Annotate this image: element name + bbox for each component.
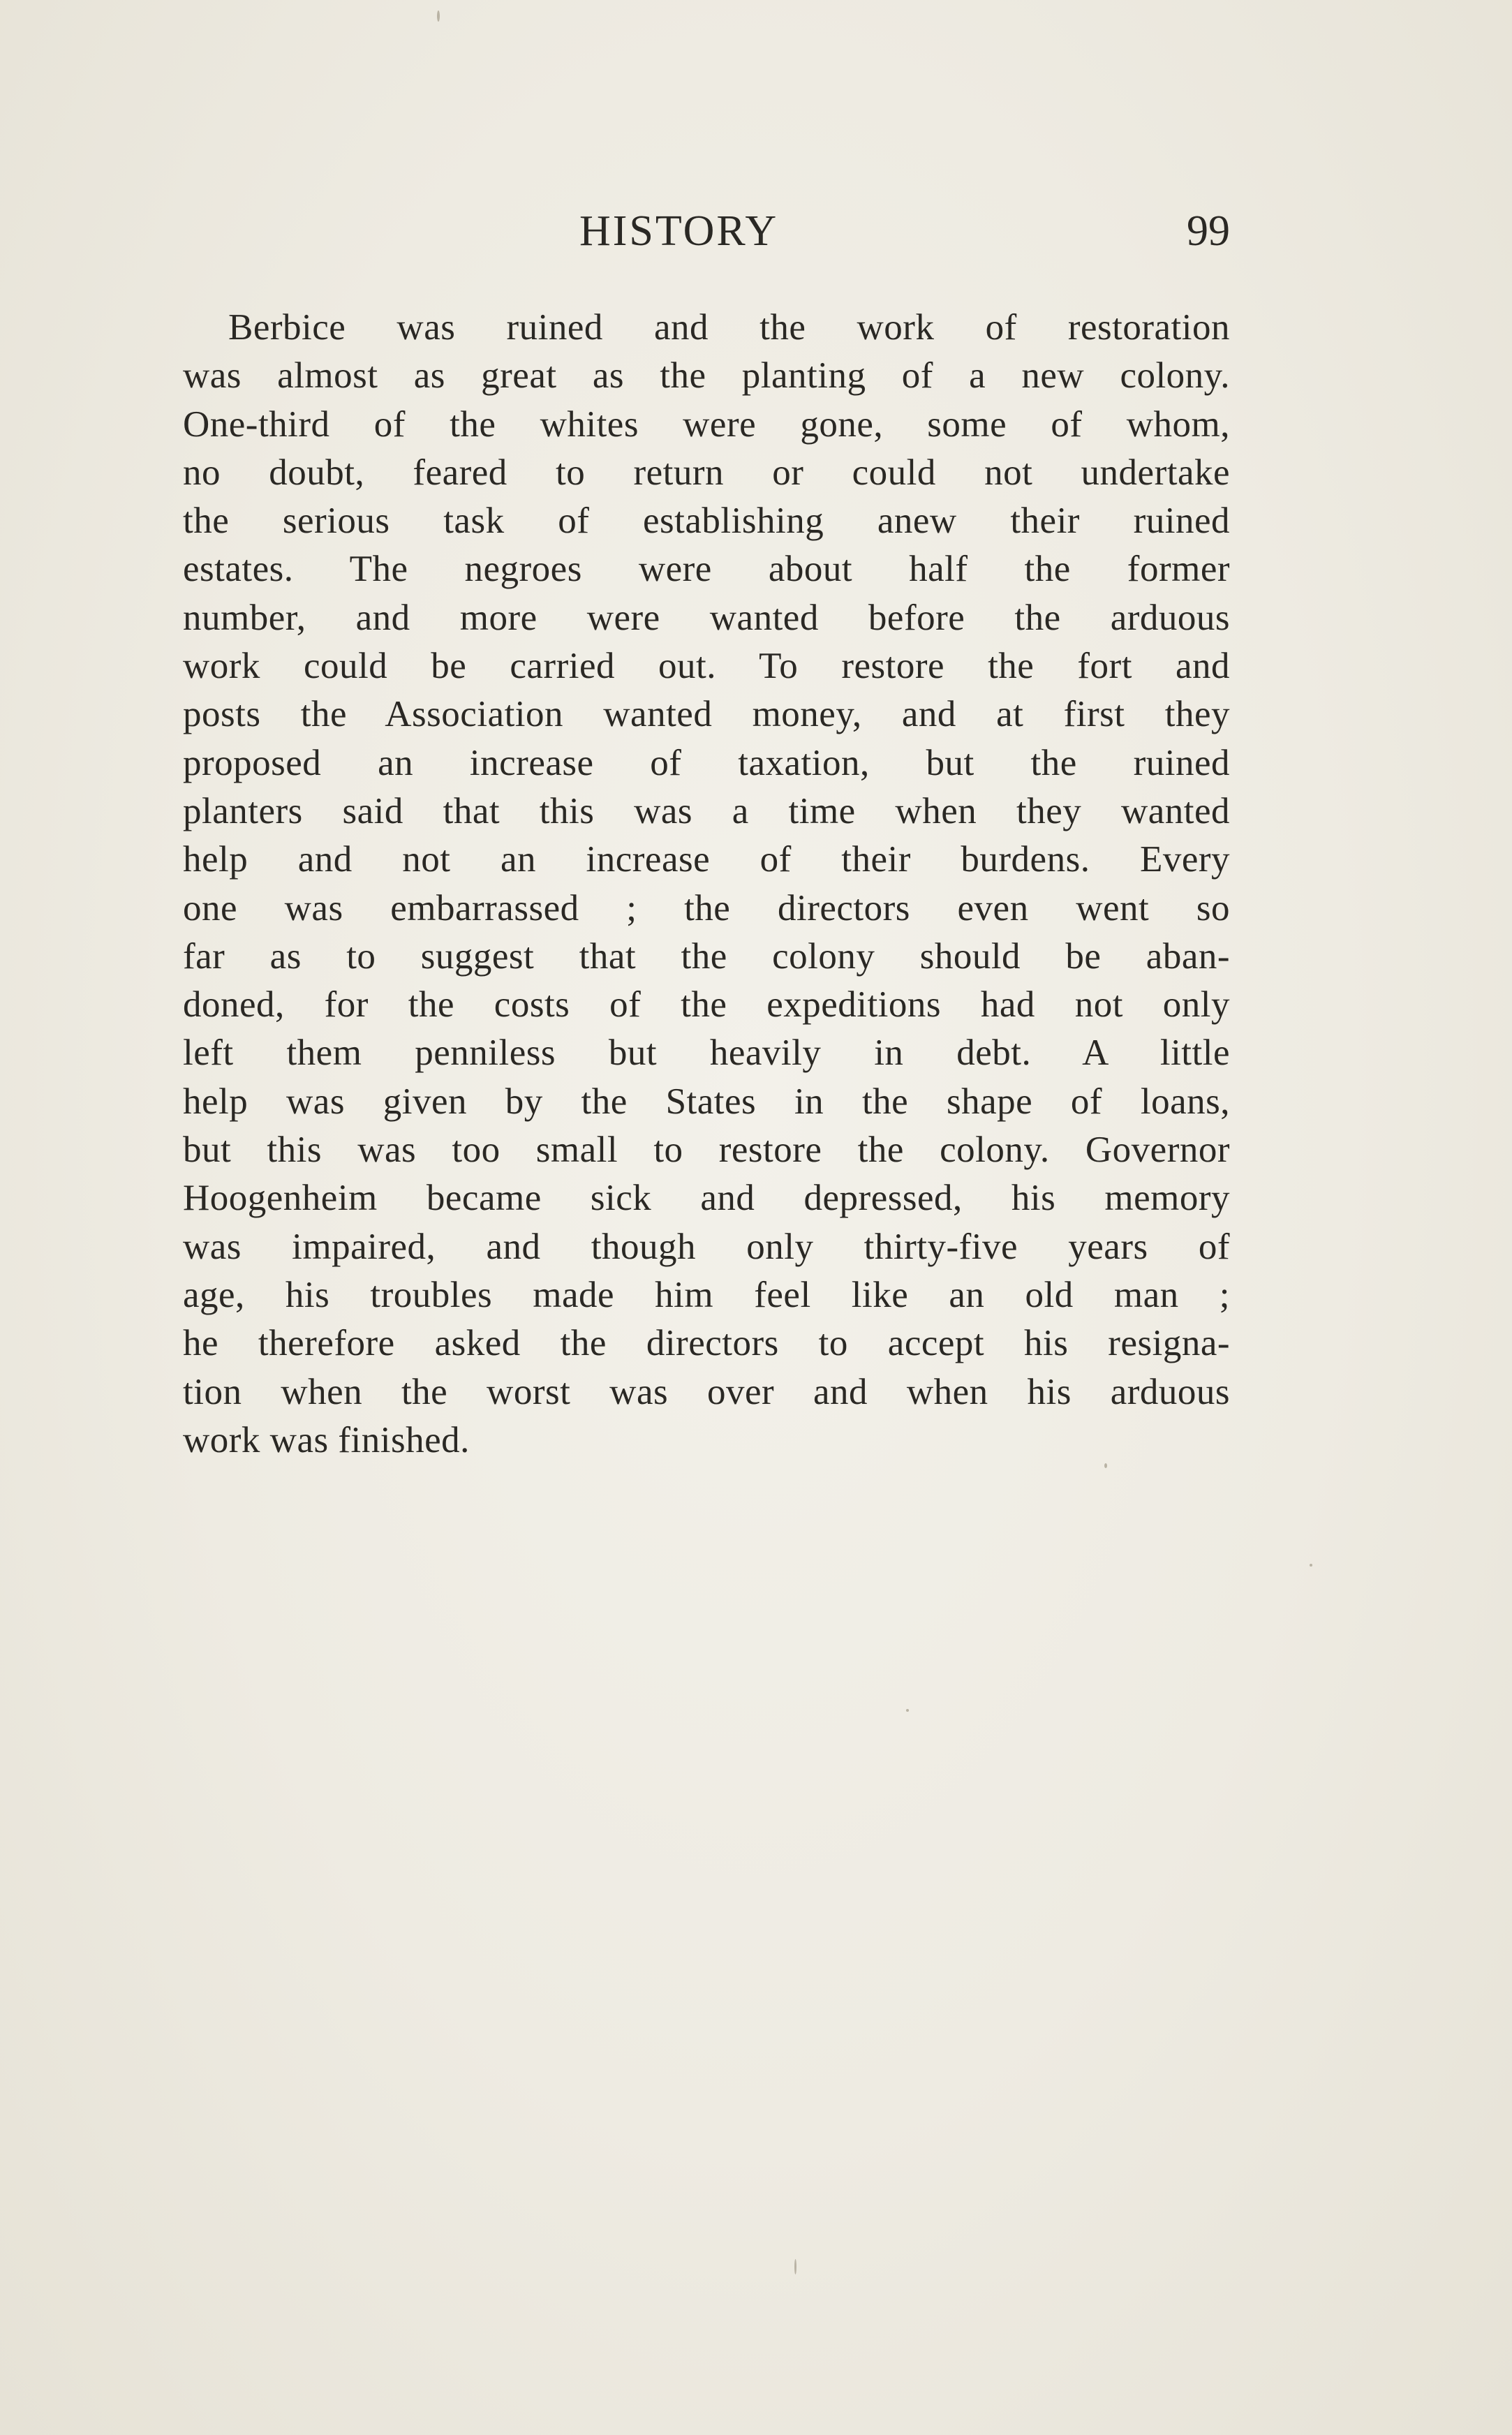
text-line: far as to suggest that the colony should be aban- — [183, 935, 1230, 977]
text-line: One-third of the whites were gone, some of whom, — [183, 404, 1230, 445]
text-line: was impaired, and though only thirty-five years of — [183, 1226, 1230, 1267]
text-line: he therefore asked the directors to accept his resigna- — [183, 1323, 1230, 1364]
text-line: estates. The negroes were about half the former — [183, 549, 1230, 590]
text-line: age, his troubles made him feel like an old man ; — [183, 1274, 1230, 1315]
text-line: left them penniless but heavily in debt. A little — [183, 1033, 1230, 1074]
running-head: HISTORY — [579, 207, 779, 255]
text-line: planters said that this was a time when they wanted — [183, 790, 1230, 831]
text-line: Berbice was ruined and the work of restoration — [228, 307, 1230, 348]
paper-speck — [1104, 1463, 1107, 1468]
text-line: one was embarrassed ; the directors even went so — [183, 887, 1230, 928]
text-line: help was given by the States in the shape of loans, — [183, 1081, 1230, 1122]
text-line: posts the Association wanted money, and at first they — [183, 694, 1230, 735]
text-line: no doubt, feared to return or could not undertake — [183, 452, 1230, 493]
text-line: work was finished. — [183, 1419, 470, 1460]
text-line: the serious task of establishing anew their ruined — [183, 501, 1230, 542]
page-number: 99 — [1187, 207, 1230, 255]
body-paragraph — [183, 304, 1230, 1465]
paper-speck — [437, 10, 440, 22]
paper-speck — [906, 1709, 909, 1712]
text-line: doned, for the costs of the expeditions had not only — [183, 984, 1230, 1026]
text-line: tion when the worst was over and when his arduous — [183, 1371, 1230, 1412]
text-line: but this was too small to restore the colony. Governor — [183, 1130, 1230, 1171]
text-line: work could be carried out. To restore the fort and — [183, 646, 1230, 687]
page-header — [183, 202, 1230, 265]
text-line: proposed an increase of taxation, but the ruined — [183, 742, 1230, 783]
text-line: help and not an increase of their burdens. Every — [183, 839, 1230, 880]
text-line: was almost as great as the planting of a new colony. — [183, 355, 1230, 397]
paper-speck — [1310, 1564, 1312, 1567]
text-line: number, and more were wanted before the arduous — [183, 597, 1230, 638]
paper-speck — [794, 2259, 796, 2274]
text-line: Hoogenheim became sick and depressed, his memory — [183, 1178, 1230, 1219]
